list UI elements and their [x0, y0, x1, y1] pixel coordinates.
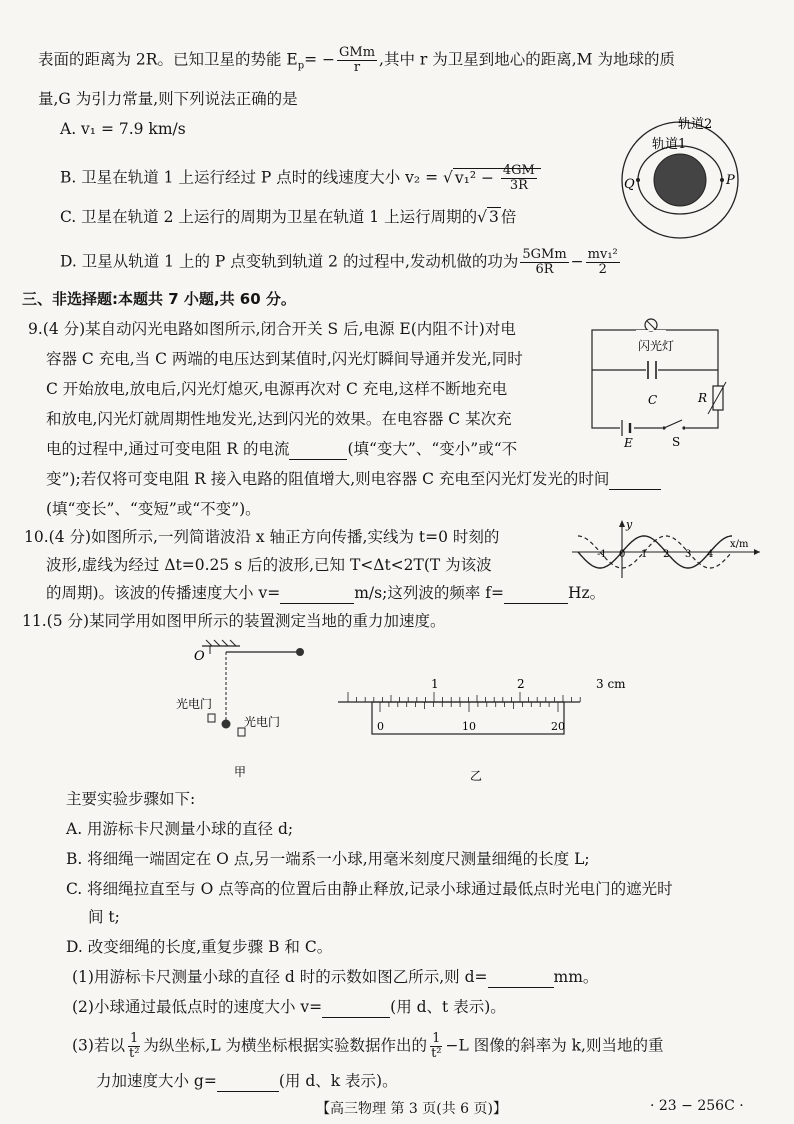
q9-blank-2[interactable]: [609, 473, 661, 490]
battery-label: E: [624, 436, 633, 450]
main-scale-label: 1: [431, 677, 439, 691]
y-axis-label: y: [626, 518, 633, 531]
vernier-label: 10: [462, 720, 476, 733]
q9-line7: (填“变长”、“变短”或“不变”)。: [46, 500, 261, 518]
q9-blank-1[interactable]: [289, 443, 347, 460]
gate-right: [238, 728, 245, 736]
q8-option-a: A. v₁ = 7.9 km/s: [60, 120, 186, 138]
x-tick-label: 2: [663, 549, 670, 560]
q10-line2: 波形,虚线为经过 Δt=0.25 s 后的波形,已知 T<Δt<2T(T 为该波: [46, 556, 492, 574]
figure-jia-label: 甲: [234, 765, 247, 779]
q8-option-c: C. 卫星在轨道 2 上运行的周期为卫星在轨道 1 上运行周期的√ 3 倍: [60, 208, 517, 226]
step-a: A. 用游标卡尺测量小球的直径 d;: [66, 820, 294, 838]
footer-page-number: 【高三物理 第 3 页(共 6 页)】: [316, 1101, 507, 1117]
q11-blank-g[interactable]: [217, 1075, 279, 1092]
point-q-label: Q: [624, 177, 635, 192]
circuit-figure: [586, 316, 724, 448]
orbit-figure: [618, 114, 748, 264]
q8-line2: 量,G 为引力常量,则下列说法正确的是: [38, 90, 298, 108]
q11-part3-line2: 力加速度大小 g= (用 d、k 表示)。: [96, 1072, 398, 1090]
q10-blank-speed[interactable]: [280, 587, 354, 604]
steps-title: 主要实验步骤如下:: [66, 790, 196, 808]
lamp-label: 闪光灯: [638, 339, 675, 353]
ball-lowest: [222, 720, 231, 729]
q11-part1: (1)用游标卡尺测量小球的直径 d 时的示数如图乙所示,则 d= mm。: [72, 968, 599, 986]
orbit-1-label: 轨道1: [652, 137, 687, 152]
x-tick-label: 1: [641, 549, 648, 560]
q9-line4: 和放电,闪光灯就周期性地发光,达到闪光的效果。在电容器 C 某次充: [46, 410, 512, 428]
x-tick-label: 0: [619, 549, 626, 560]
switch-label: S: [672, 435, 681, 449]
footer-code: · 23 − 256C ·: [650, 1098, 744, 1114]
ball-start: [296, 648, 304, 656]
q11-part3: (3)若以 $\frac{1}{\text{t²}}$ 为纵坐标,L 为横坐标根据实验数据作出的 $\frac{1}{\text{t²}}$ −L 图像的斜率为 k,则当地的重: [72, 1031, 664, 1061]
main-scale-label: 3 cm: [596, 677, 626, 691]
x-tick-label: -1: [597, 549, 607, 560]
q11-part2: (2)小球通过最低点时的速度大小 v= (用 d、t 表示)。: [72, 998, 506, 1016]
q11-blank-v[interactable]: [322, 1001, 390, 1018]
x-axis-unit: x/m: [730, 539, 749, 550]
q11-blank-d[interactable]: [488, 971, 554, 988]
capacitor-label: C: [648, 393, 658, 407]
q8-option-b: B. 卫星在轨道 1 上运行经过 P 点时的线速度大小 v₂ = √ v₁² − $\frac{4GM}{3R}$: [60, 164, 541, 193]
vernier-figure: [330, 676, 626, 786]
vernier-label: 20: [551, 720, 565, 733]
q8-line1: 表面的距离为 2R。已知卫星的势能 $E_p=$ − $\frac{\text{GMm}}{r}$ ,其中 r 为卫星到地心的距离,M 为地球的质: [38, 45, 675, 75]
resistor-label: R: [698, 391, 708, 405]
gate-label-2: 光电门: [244, 715, 281, 729]
point-p-label: P: [726, 173, 735, 188]
q10-blank-frequency[interactable]: [504, 587, 568, 604]
gate-left: [208, 714, 215, 722]
q9-line3: C 开始放电,放电后,闪光灯熄灭,电源再次对 C 充电,这样不断地充电: [46, 380, 508, 398]
q10-line1: 10.(4 分)如图所示,一列简谐波沿 x 轴正方向传播,实线为 t=0 时刻的: [24, 528, 500, 546]
q10-line3: 的周期)。该波的传播速度大小 v= m/s;这列波的频率 f= Hz。: [46, 584, 606, 602]
q11-line1: 11.(5 分)某同学用如图甲所示的装置测定当地的重力加速度。: [22, 612, 446, 630]
main-scale-label: 2: [517, 677, 525, 691]
q8-option-d: D. 卫星从轨道 1 上的 P 点变轨到轨道 2 的过程中,发动机做的功为 $\frac{\text{5GMm}}{6R}$ − $\frac{\text{mv₁²}}{2}$: [60, 247, 618, 277]
orbit-2-label: 轨道2: [678, 117, 713, 132]
earth-disc: [654, 154, 706, 206]
figure-yi-label: 乙: [470, 769, 483, 783]
q9-line5: 电的过程中,通过可变电阻 R 的电流 (填“变大”、“变小”或“不: [46, 440, 518, 458]
step-c-line2: 间 t;: [88, 908, 120, 926]
gate-label-1: 光电门: [176, 697, 213, 711]
x-tick-label: 3: [685, 549, 692, 560]
step-b: B. 将细绳一端固定在 O 点,另一端系一小球,用毫米刻度尺测量细绳的长度 L;: [66, 850, 590, 868]
step-d: D. 改变细绳的长度,重复步骤 B 和 C。: [66, 938, 333, 956]
q9-line6: 变”);若仅将可变电阻 R 接入电路的阻值增大,则电容器 C 充电至闪光灯发光的时间: [46, 468, 661, 490]
wave-figure: [570, 518, 766, 582]
section-3-title: 三、非选择题:本题共 7 小题,共 60 分。: [22, 290, 296, 308]
q9-line2: 容器 C 充电,当 C 两端的电压达到某值时,闪光灯瞬间导通并发光,同时: [46, 350, 523, 368]
x-tick-label: 4: [707, 549, 714, 560]
pendulum-figure: [170, 638, 320, 778]
point-o-label: O: [194, 649, 205, 664]
q9-line1: 9.(4 分)某自动闪光电路如图所示,闭合开关 S 后,电源 E(内阻不计)对电: [28, 320, 516, 338]
vernier-label: 0: [377, 720, 384, 733]
step-c-line1: C. 将细绳拉直至与 O 点等高的位置后由静止释放,记录小球通过最低点时光电门的遮光时: [66, 880, 673, 898]
